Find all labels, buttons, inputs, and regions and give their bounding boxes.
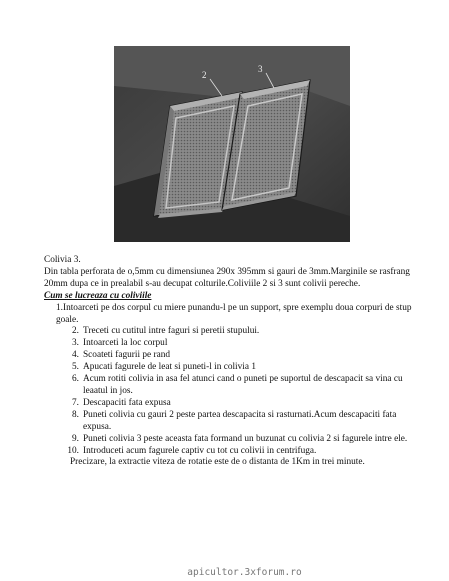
step-text: Acum rotiti colivia in asa fel atunci cand o puneti pe suportul de descapacit sa vina cu leaatul in jos. (83, 374, 403, 396)
honeycomb-cage-photo (114, 46, 350, 242)
step-text: Puneti colivia cu gauri 2 peste partea descapacita si rasturnati.Acum descapaciti fata expusa. (83, 409, 397, 432)
step-number: 5. (72, 362, 79, 373)
list-item (44, 362, 416, 374)
list-item (44, 434, 416, 446)
step-text: Puneti colivia 3 peste aceasta fata formand un buzunat cu colivia 2 si fagurele intre ele. (83, 433, 408, 444)
step-text: Introduceti acum fagurele captiv cu tot cu colivii in centrifuga. (83, 445, 317, 456)
section-title: Colivia 3. (44, 255, 81, 265)
step-number: 4. (72, 350, 79, 361)
step-text: Descapaciti fata expusa (83, 397, 171, 408)
list-item (44, 410, 416, 434)
step-number: 10. (67, 445, 79, 456)
list-item (44, 446, 416, 458)
step-number: 7. (72, 397, 79, 408)
steps-list (44, 326, 416, 457)
step-number: 9. (72, 433, 79, 444)
step-text: Intoarceti la loc corpul (83, 338, 168, 349)
step-text: Apucati fagurele de leat si puneti-l in colivia 1 (83, 362, 256, 373)
callout-label-2: 2 (202, 70, 207, 80)
list-item (44, 398, 416, 410)
step-text: Scoateti fagurii pe rand (83, 350, 170, 361)
section-heading: Cum se lucreaza cu coliviile (44, 290, 152, 301)
description-paragraph: Din tabla perforata de o,5mm cu dimensiunea 290x 395mm si gauri de 3mm.Marginile se rasfrang 20mm dupa ce in prealabil s-au decupat colturile.Coliviile 2 si 3 sunt colivii pereche. (44, 266, 410, 289)
footer-site-link[interactable]: apicultor.3xforum.ro (187, 567, 302, 578)
note-paragraph: Precizare, la extractie viteza de rotatie este de o distanta de 1Km in trei minute. (70, 457, 365, 468)
callout-label-3: 3 (258, 64, 263, 74)
list-item (44, 338, 416, 350)
step-1: 1.Intoarceti pe dos corpul cu miere punandu-l pe un support, spre exemplu doua corpuri de stup goale. (56, 302, 412, 325)
footer (0, 567, 449, 578)
list-item (44, 350, 416, 362)
step-number: 8. (72, 409, 79, 420)
step-number: 6. (72, 374, 79, 385)
step-number: 3. (72, 338, 79, 349)
step-text: Treceti cu cutitul intre faguri si peretii stupului. (83, 326, 260, 337)
list-item (44, 374, 416, 398)
document-body (44, 255, 416, 469)
step-number: 2. (72, 326, 79, 337)
list-item (44, 326, 416, 338)
